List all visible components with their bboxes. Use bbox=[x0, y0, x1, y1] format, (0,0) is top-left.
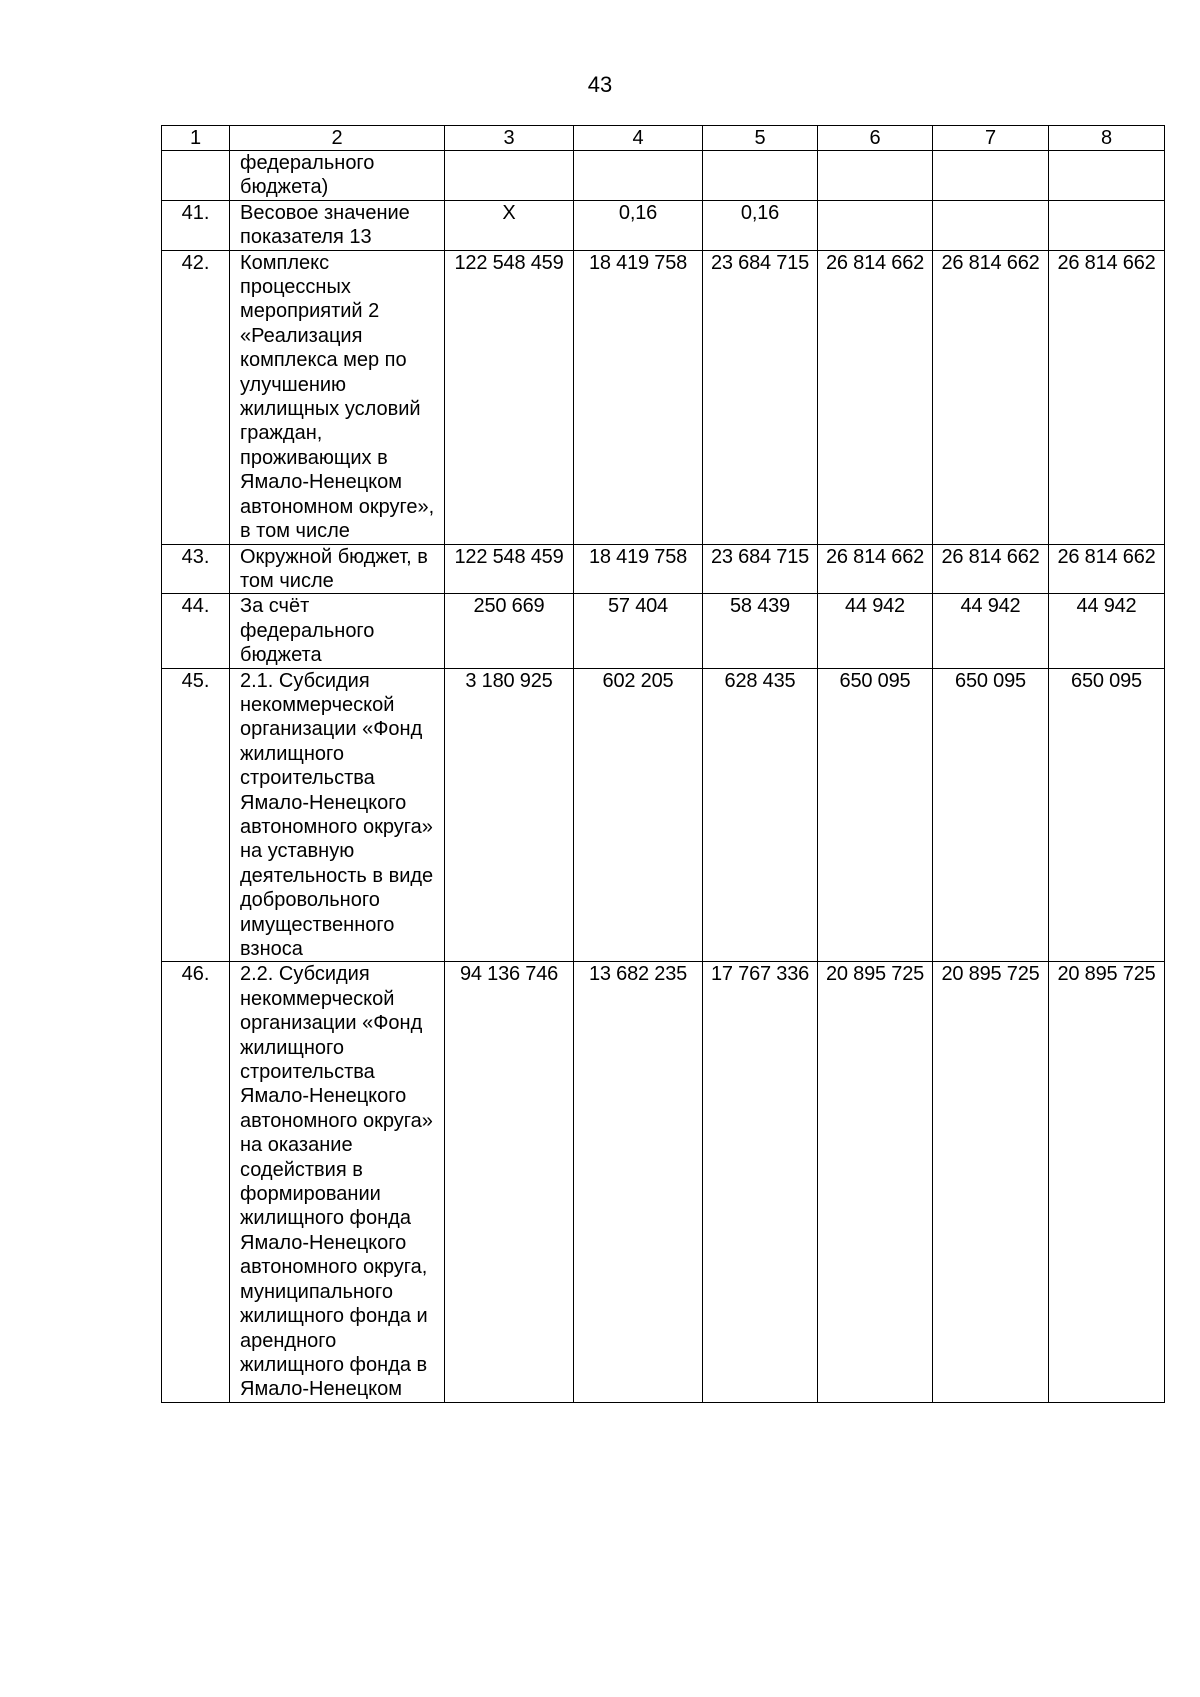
table-row bbox=[162, 544, 1165, 594]
value-cell: 20 895 725 bbox=[818, 962, 933, 1402]
row-number: 42. bbox=[162, 250, 230, 544]
value-cell: 26 814 662 bbox=[1049, 544, 1165, 594]
value-cell bbox=[818, 200, 933, 250]
value-cell: 58 439 bbox=[703, 594, 818, 668]
value-cell: 44 942 bbox=[1049, 594, 1165, 668]
row-name: Окружной бюджет, в том числе bbox=[230, 544, 445, 594]
value-cell: 122 548 459 bbox=[445, 250, 574, 544]
value-cell: 20 895 725 bbox=[933, 962, 1049, 1402]
page-number: 43 bbox=[587, 72, 613, 97]
value-cell: 602 205 bbox=[574, 668, 703, 962]
row-name: 2.1. Субсидия некоммерческой организации «Фонд жилищного строительства Ямало-Ненецкого автономного округа» на уставную деятельность в виде добровольного имущественного взноса bbox=[230, 668, 445, 962]
value-cell: 44 942 bbox=[818, 594, 933, 668]
column-header: 7 bbox=[933, 126, 1049, 151]
value-cell: 23 684 715 bbox=[703, 544, 818, 594]
value-cell bbox=[818, 151, 933, 201]
value-cell: 20 895 725 bbox=[1049, 962, 1165, 1402]
column-header: 6 bbox=[818, 126, 933, 151]
value-cell bbox=[1049, 200, 1165, 250]
value-cell: 650 095 bbox=[1049, 668, 1165, 962]
value-cell: 0,16 bbox=[703, 200, 818, 250]
value-cell: 13 682 235 bbox=[574, 962, 703, 1402]
column-header: 1 bbox=[162, 126, 230, 151]
column-header: 8 bbox=[1049, 126, 1165, 151]
value-cell: X bbox=[445, 200, 574, 250]
row-name: За счёт федерального бюджета bbox=[230, 594, 445, 668]
column-header: 2 bbox=[230, 126, 445, 151]
value-cell bbox=[445, 151, 574, 201]
value-cell: 650 095 bbox=[933, 668, 1049, 962]
value-cell bbox=[933, 200, 1049, 250]
value-cell: 628 435 bbox=[703, 668, 818, 962]
column-header: 4 bbox=[574, 126, 703, 151]
value-cell: 57 404 bbox=[574, 594, 703, 668]
table-header-row bbox=[162, 126, 1165, 151]
column-header: 5 bbox=[703, 126, 818, 151]
value-cell: 44 942 bbox=[933, 594, 1049, 668]
row-number: 41. bbox=[162, 200, 230, 250]
value-cell: 26 814 662 bbox=[818, 250, 933, 544]
table-row bbox=[162, 962, 1165, 1402]
value-cell: 250 669 bbox=[445, 594, 574, 668]
value-cell: 122 548 459 bbox=[445, 544, 574, 594]
row-number: 43. bbox=[162, 544, 230, 594]
value-cell: 26 814 662 bbox=[933, 544, 1049, 594]
row-name: федерального бюджета) bbox=[230, 151, 445, 201]
value-cell bbox=[1049, 151, 1165, 201]
value-cell bbox=[574, 151, 703, 201]
value-cell: 0,16 bbox=[574, 200, 703, 250]
value-cell: 26 814 662 bbox=[1049, 250, 1165, 544]
value-cell: 26 814 662 bbox=[818, 544, 933, 594]
value-cell bbox=[933, 151, 1049, 201]
row-number: 46. bbox=[162, 962, 230, 1402]
row-number: 44. bbox=[162, 594, 230, 668]
value-cell: 18 419 758 bbox=[574, 544, 703, 594]
row-name: 2.2. Субсидия некоммерческой организации «Фонд жилищного строительства Ямало-Ненецкого автономного округа» на оказание содействия в формировании жилищного фонда Ямало-Ненецкого автономного округа, муниципального жилищного фонда и арендного жилищного фонда в Ямало-Ненецком bbox=[230, 962, 445, 1402]
value-cell: 94 136 746 bbox=[445, 962, 574, 1402]
row-name: Комплекс процессных мероприятий 2 «Реализация комплекса мер по улучшению жилищных условий граждан, проживающих в Ямало-Ненецком автономном округе», в том числе bbox=[230, 250, 445, 544]
budget-table bbox=[161, 125, 1165, 1403]
value-cell: 18 419 758 bbox=[574, 250, 703, 544]
value-cell bbox=[703, 151, 818, 201]
value-cell: 3 180 925 bbox=[445, 668, 574, 962]
table-row bbox=[162, 151, 1165, 201]
row-name: Весовое значение показателя 13 bbox=[230, 200, 445, 250]
value-cell: 26 814 662 bbox=[933, 250, 1049, 544]
column-header: 3 bbox=[445, 126, 574, 151]
table-row bbox=[162, 200, 1165, 250]
table-row bbox=[162, 668, 1165, 962]
row-number: 45. bbox=[162, 668, 230, 962]
value-cell: 23 684 715 bbox=[703, 250, 818, 544]
value-cell: 17 767 336 bbox=[703, 962, 818, 1402]
value-cell: 650 095 bbox=[818, 668, 933, 962]
table-row bbox=[162, 594, 1165, 668]
row-number bbox=[162, 151, 230, 201]
table-row bbox=[162, 250, 1165, 544]
